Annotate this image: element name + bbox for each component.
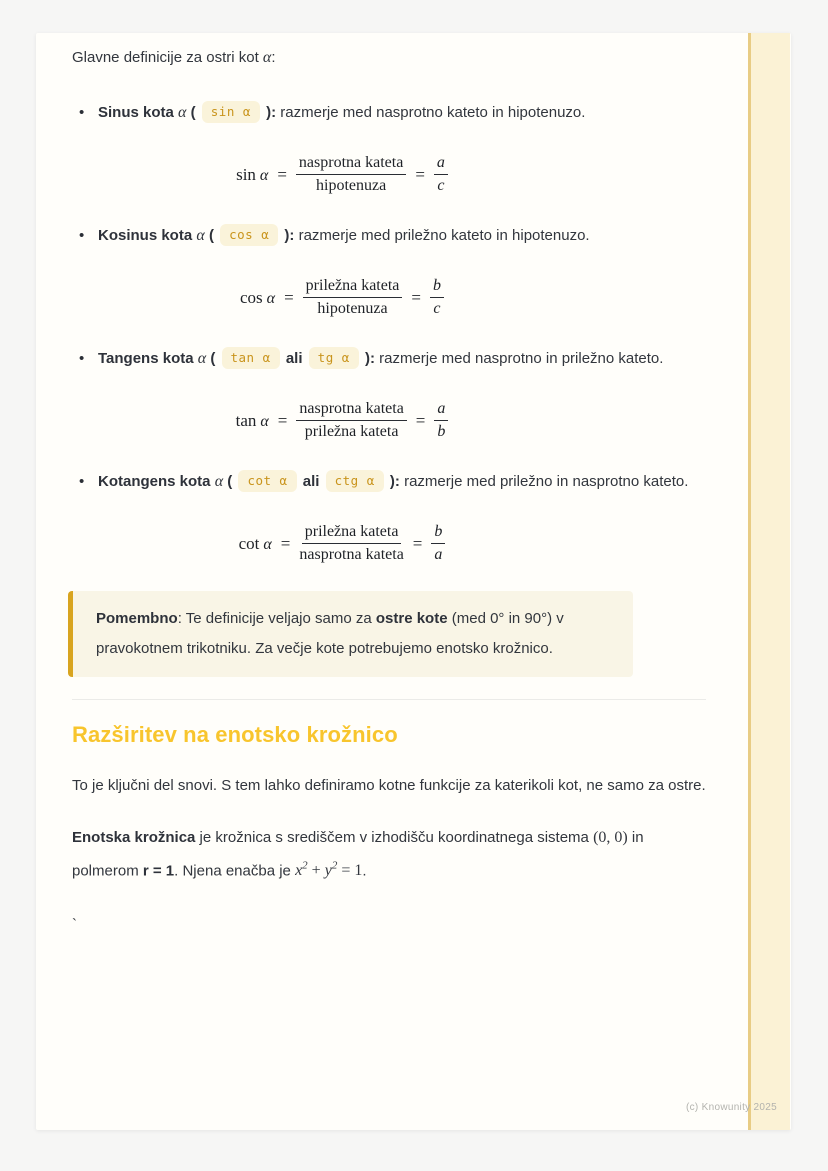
- formula-lhs: cot α: [238, 533, 272, 553]
- list-item-kotangens: [72, 468, 706, 496]
- code-badge-cot: cot α: [238, 470, 296, 492]
- equals-sign: =: [415, 164, 425, 184]
- code-badge-tg: tg α: [309, 347, 359, 369]
- code-badge-ctg: ctg α: [326, 470, 384, 492]
- bold-enotska-kroznica: Enotska krožnica: [72, 829, 196, 846]
- definition-text: razmerje med priležno in nasprotno kateto.: [404, 473, 689, 490]
- paren-close: ):: [389, 473, 400, 490]
- fraction: $\frac{\text{priležna kateta}}{\text{hipotenuza}}$: [303, 276, 403, 319]
- paren-close: ):: [284, 227, 295, 244]
- formula-lhs: cos α: [240, 287, 276, 307]
- callout-bold: ostre kote: [375, 610, 448, 627]
- equals-sign: =: [280, 533, 291, 553]
- list-item-kosinus: [72, 222, 706, 250]
- ali-word: ali: [302, 473, 320, 490]
- fraction: $\frac{\text{priležna kateta}}{\text{nasprotna kateta}}$: [299, 523, 404, 563]
- equals-sign: =: [284, 287, 294, 307]
- list-item-tangens: [72, 345, 706, 373]
- bullet-icon: •: [79, 350, 85, 367]
- list-item-sinus: [72, 99, 706, 127]
- fraction-letters: $\frac{a}{c}$: [434, 153, 448, 196]
- document-page: [36, 33, 791, 1130]
- alpha-symbol: α: [262, 49, 272, 66]
- fraction-letters: $\frac{b}{c}$: [430, 276, 444, 319]
- paren-open: (: [227, 473, 233, 490]
- page-edge-highlight-bar: [748, 33, 790, 1130]
- paren-close: ):: [364, 350, 375, 367]
- term-sinus: Sinus kota: [98, 104, 174, 121]
- intro-line: [72, 47, 706, 69]
- callout-text: (med 0° in 90°) v pravokotnem trikotniku. Za večje kote potrebujemo enotsko krožnico.: [96, 610, 564, 657]
- equals-sign: =: [412, 533, 423, 553]
- section-heading: Razširitev na enotsko krožnico: [72, 722, 398, 747]
- intro-text: Glavne definicije za ostri kot: [72, 49, 263, 66]
- section-divider: [72, 699, 706, 700]
- callout-text: Te definicije veljajo samo za: [185, 610, 376, 627]
- callout-sep: :: [177, 610, 186, 627]
- equals-sign: =: [277, 410, 288, 430]
- code-badge-tan: tan α: [222, 347, 280, 369]
- math-formula-tan: [72, 399, 612, 442]
- paren-close: ):: [266, 104, 277, 121]
- equals-sign: =: [277, 164, 287, 184]
- alpha-symbol: α: [178, 104, 187, 121]
- inline-math-origin: (0, 0): [593, 829, 628, 846]
- callout-label: Pomembno: [96, 610, 178, 627]
- term-tangens: Tangens kota: [98, 350, 194, 367]
- fraction: $\frac{\text{nasprotna kateta}}{\text{priležna kateta}}$: [296, 399, 406, 442]
- formula-lhs: sin α: [236, 164, 269, 184]
- bullet-icon: •: [79, 104, 85, 121]
- fraction-letters: $\frac{a}{b}$: [434, 399, 448, 442]
- alpha-symbol: α: [196, 227, 205, 244]
- intro-colon: :: [271, 49, 276, 66]
- equals-sign: =: [411, 287, 421, 307]
- alpha-symbol: α: [214, 473, 224, 490]
- formula-lhs: tan α: [235, 410, 269, 430]
- alpha-symbol: α: [197, 350, 207, 367]
- equals-sign: =: [415, 410, 426, 430]
- math-formula-sin: [72, 153, 612, 196]
- definition-text: razmerje med nasprotno in priležno kateto.: [379, 350, 664, 367]
- paren-open: (: [210, 350, 216, 367]
- callout-pomembno: [68, 591, 633, 677]
- fraction-letters: $\frac{b}{a}$: [431, 522, 445, 565]
- code-badge-sin: sin α: [202, 101, 260, 123]
- bullet-icon: •: [79, 473, 85, 490]
- paren-open: (: [208, 227, 214, 244]
- bullet-icon: •: [79, 227, 85, 244]
- math-formula-cot: [72, 522, 612, 565]
- math-formula-cos: [72, 276, 612, 319]
- bold-radius: r = 1: [142, 862, 175, 880]
- term-kosinus: Kosinus kota: [98, 227, 193, 244]
- stray-backtick: `: [72, 916, 77, 934]
- paren-open: (: [190, 104, 196, 121]
- inline-math-circle-equation: $x^2 + y^2 = 1$: [295, 860, 363, 880]
- term-kotangens: Kotangens kota: [98, 473, 211, 490]
- copyright-notice: (c) Knowunity 2025: [685, 1102, 777, 1113]
- paragraph-unit-circle-definition: Enotska krožnica je krožnica s središčem v izhodišču koordinatnega sistema (0, 0) in polmerom r = 1. Njena enačba je $x^2 + y^2 = 1$.: [72, 829, 644, 880]
- paragraph-intro-unit-circle: To je ključni del snovi. S tem lahko definiramo kotne funkcije za katerikoli kot, ne samo za ostre.: [72, 777, 706, 794]
- definition-text: razmerje med nasprotno kateto in hipotenuzo.: [280, 104, 586, 121]
- code-badge-cos: cos α: [220, 224, 278, 246]
- definition-text: razmerje med priležno kateto in hipotenuzo.: [298, 227, 590, 244]
- ali-word: ali: [285, 350, 303, 367]
- fraction: $\frac{\text{nasprotna kateta}}{\text{hipotenuza}}$: [296, 153, 406, 196]
